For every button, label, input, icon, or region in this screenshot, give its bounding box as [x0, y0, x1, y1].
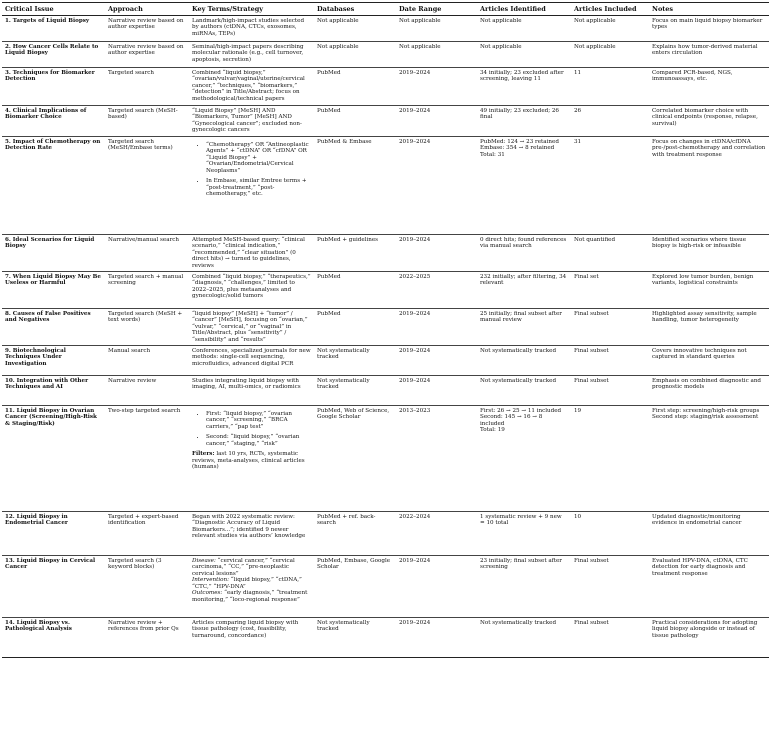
- databases-cell: PubMed + guidelines: [314, 235, 396, 272]
- notes-cell: Covers innovative techniques not captured in standard queries: [649, 346, 769, 376]
- date-range-cell: 2019–2024: [396, 68, 477, 106]
- articles-identified-cell: 1 systematic review + 9 new = 10 total: [477, 512, 571, 556]
- databases-cell: Not applicable: [314, 42, 396, 68]
- list-item: • In Embase, similar Emtree terms + “post-treatment,” “post-chemotherapy,” etc.: [206, 178, 311, 198]
- identified-line: Total: 19: [480, 427, 505, 433]
- articles-included-cell: Final subset: [571, 618, 649, 658]
- articles-identified-cell: [477, 137, 571, 235]
- articles-included-cell: Final subset: [571, 346, 649, 376]
- articles-included-cell: Final set: [571, 272, 649, 309]
- key-terms-cell: [189, 556, 314, 618]
- approach-cell: Narrative/manual search: [105, 235, 189, 272]
- date-range-cell: 2019–2024: [396, 618, 477, 658]
- date-range-cell: 2019–2024: [396, 376, 477, 406]
- table-row: [2, 376, 769, 406]
- critical-issue-cell: 8. Causes of False Positives and Negatives: [2, 309, 105, 346]
- databases-cell: PubMed: [314, 106, 396, 137]
- notes-cell: Explored low tumor burden, benign variants, logistical constraints: [649, 272, 769, 309]
- approach-cell: Narrative review based on author expertise: [105, 42, 189, 68]
- filters-label: Filters:: [192, 451, 215, 457]
- header-date-range: Date Range: [396, 3, 477, 16]
- articles-identified-cell: Not systematically tracked: [477, 618, 571, 658]
- articles-included-cell: Final subset: [571, 376, 649, 406]
- articles-identified-cell: Not applicable: [477, 16, 571, 42]
- key-terms-cell: [189, 406, 314, 512]
- list-item: • First: “liquid biopsy,” “ovarian cancer,” “screening,” “BRCA carriers,” “pap test”: [206, 411, 311, 431]
- identified-line: PubMed: 124 → 23 retained: [480, 138, 559, 145]
- approach-cell: Targeted + expert-based identification: [105, 512, 189, 556]
- critical-issue-cell: 1. Targets of Liquid Biopsy: [2, 16, 105, 42]
- date-range-cell: Not applicable: [396, 16, 477, 42]
- databases-cell: PubMed: [314, 272, 396, 309]
- list-item: • “Chemotherapy” OR “Antineoplastic Agents” + “ctDNA” OR “cfDNA” OR “Liquid Biopsy” + “Ovarian/Endometrial/Cervical Neoplasms”: [206, 142, 311, 175]
- table-row: [2, 512, 769, 556]
- search-terms-list: [192, 411, 311, 448]
- keyword-block-text: “liquid biopsy,” “ctDNA,” “CTC,” “HPV-DNA”: [192, 577, 302, 590]
- date-range-cell: 2022–2025: [396, 272, 477, 309]
- approach-cell: Targeted search: [105, 68, 189, 106]
- notes-cell: Emphasis on combined diagnostic and prognostic models: [649, 376, 769, 406]
- date-range-cell: 2019–2024: [396, 137, 477, 235]
- key-terms-cell: Seminal/high-impact papers describing molecular rationale (e.g., cell turnover, apoptosis, secretion): [189, 42, 314, 68]
- table-row: [2, 556, 769, 618]
- key-terms-cell: Studies integrating liquid biopsy with imaging, AI, multi-omics, or radiomics: [189, 376, 314, 406]
- articles-identified-cell: 232 initially; after filtering, 34 relevant: [477, 272, 571, 309]
- filters-text: last 10 yrs, RCTs, systematic reviews, meta-analyses, clinical articles (humans): [192, 451, 305, 470]
- databases-cell: Not applicable: [314, 16, 396, 42]
- databases-cell: PubMed, Embase, Google Scholar: [314, 556, 396, 618]
- key-terms-cell: Articles comparing liquid biopsy with tissue pathology (cost, feasibility, turnaround, concordance): [189, 618, 314, 658]
- critical-issue-cell: 6. Ideal Scenarios for Liquid Biopsy: [2, 235, 105, 272]
- header-notes: Notes: [649, 3, 769, 16]
- table-row: [2, 42, 769, 68]
- key-terms-cell: Combined “liquid biopsy,” “therapeutics,” “diagnosis,” “challenges,” limited to 2022–2025, plus metaanalyses and gynecologic/solid tumors: [189, 272, 314, 309]
- keyword-block: [192, 577, 311, 590]
- identified-line: Second: 145 → 16 → 8 included: [480, 414, 543, 427]
- approach-cell: Targeted search (MeSH/Embase terms): [105, 137, 189, 235]
- table-row: [2, 406, 769, 512]
- notes-line: First step: screening/high-risk groups: [652, 407, 760, 414]
- keyword-block-label: Outcomes:: [192, 590, 223, 596]
- identified-line: Embase: 354 → 8 retained: [480, 145, 555, 151]
- date-range-cell: 2019–2024: [396, 556, 477, 618]
- approach-cell: Targeted search (MeSH + text words): [105, 309, 189, 346]
- critical-issue-cell: 9. Biotechnological Techniques Under Investigation: [2, 346, 105, 376]
- articles-included-cell: Not applicable: [571, 42, 649, 68]
- notes-cell: Focus on main liquid biopsy biomarker types: [649, 16, 769, 42]
- identified-line: Total: 31: [480, 151, 505, 158]
- approach-cell: Targeted search (3 keyword blocks): [105, 556, 189, 618]
- critical-issue-cell: 10. Integration with Other Techniques and AI: [2, 376, 105, 406]
- critical-issue-cell: 11. Liquid Biopsy in Ovarian Cancer (Screening/High-Risk & Staging/Risk): [2, 406, 105, 512]
- table-row: [2, 137, 769, 235]
- header-critical-issue: Critical Issue: [2, 3, 105, 16]
- table-row: [2, 106, 769, 137]
- articles-included-cell: Not quantified: [571, 235, 649, 272]
- articles-included-cell: Final subset: [571, 309, 649, 346]
- articles-included-cell: 19: [571, 406, 649, 512]
- notes-cell: Explains how tumor-derived material enters circulation: [649, 42, 769, 68]
- notes-cell: Correlated biomarker choice with clinical endpoints (response, relapse, survival): [649, 106, 769, 137]
- date-range-cell: 2022–2024: [396, 512, 477, 556]
- articles-included-cell: 31: [571, 137, 649, 235]
- key-terms-cell: Attempted MeSH-based query: “clinical scenario,” “clinical indication,” “recommended,” “clear situation” (0 direct hits) → turned to guidelines, reviews: [189, 235, 314, 272]
- articles-identified-cell: 49 initially; 23 excluded; 26 final: [477, 106, 571, 137]
- approach-cell: Narrative review + references from prior Qs: [105, 618, 189, 658]
- key-terms-cell: “liquid biopsy” [MeSH] + “tumor” / “cancer” [MeSH], focusing on “ovarian,” “vulvar,” “cervical,” or “vaginal” in Title/Abstract, plus “sensitivity” / “sensibility” and “results”: [189, 309, 314, 346]
- date-range-cell: 2019–2024: [396, 309, 477, 346]
- critical-issue-cell: 7. When Liquid Biopsy May Be Useless or Harmful: [2, 272, 105, 309]
- databases-cell: Not systematically tracked: [314, 376, 396, 406]
- articles-identified-cell: 34 initially; 23 excluded after screening, leaving 11: [477, 68, 571, 106]
- keyword-block-text: “early diagnosis,” “treatment monitoring,” “loco-regional response”: [192, 590, 308, 603]
- articles-identified-cell: Not applicable: [477, 42, 571, 68]
- key-terms-cell: Began with 2022 systematic review: “Diagnostic Accuracy of Liquid Biomarkers...”; identified 9 newer relevant studies via authors’ knowledge: [189, 512, 314, 556]
- databases-cell: PubMed + ref. back-search: [314, 512, 396, 556]
- notes-cell: Compared PCR-based, NGS, immunoassays, etc.: [649, 68, 769, 106]
- table-row: [2, 618, 769, 658]
- databases-cell: PubMed, Web of Science, Google Scholar: [314, 406, 396, 512]
- keyword-block: [192, 590, 311, 603]
- notes-cell: Updated diagnostic/monitoring evidence in endometrial cancer: [649, 512, 769, 556]
- databases-cell: PubMed: [314, 309, 396, 346]
- articles-included-cell: 10: [571, 512, 649, 556]
- table-row: [2, 272, 769, 309]
- key-terms-cell: Conferences, specialized journals for new methods: single-cell sequencing, microfluidics, advanced digital PCR: [189, 346, 314, 376]
- critical-issue-cell: 14. Liquid Biopsy vs. Pathological Analysis: [2, 618, 105, 658]
- table-header-row: [2, 3, 769, 16]
- databases-cell: Not systematically tracked: [314, 618, 396, 658]
- table-row: [2, 346, 769, 376]
- keyword-block-text: “cervical cancer,” “cervical carcinoma,” “CC,” “pre-neoplastic cervical lesions”: [192, 557, 295, 577]
- approach-cell: Narrative review: [105, 376, 189, 406]
- articles-identified-cell: Not systematically tracked: [477, 376, 571, 406]
- filters-note: [192, 451, 311, 471]
- critical-issue-cell: 4. Clinical Implications of Biomarker Choice: [2, 106, 105, 137]
- notes-cell: Practical considerations for adopting liquid biopsy alongside or instead of tissue pathology: [649, 618, 769, 658]
- articles-identified-cell: 23 initially; final subset after screening: [477, 556, 571, 618]
- approach-cell: Targeted search (MeSH-based): [105, 106, 189, 137]
- table-row: [2, 235, 769, 272]
- identified-line: First: 26 → 25 → 11 included: [480, 407, 562, 414]
- databases-cell: PubMed & Embase: [314, 137, 396, 235]
- approach-cell: Manual search: [105, 346, 189, 376]
- critical-issue-cell: 12. Liquid Biopsy in Endometrial Cancer: [2, 512, 105, 556]
- header-databases: Databases: [314, 3, 396, 16]
- notes-cell: Identified scenarios where tissue biopsy is high-risk or infeasible: [649, 235, 769, 272]
- table-row: [2, 68, 769, 106]
- articles-included-cell: 26: [571, 106, 649, 137]
- keyword-block: [192, 558, 311, 578]
- table-row: [2, 309, 769, 346]
- date-range-cell: 2019–2024: [396, 235, 477, 272]
- articles-identified-cell: 0 direct hits; found references via manual search: [477, 235, 571, 272]
- notes-line: Second step: staging/risk assessment: [652, 414, 759, 420]
- articles-identified-cell: 25 initially; final subset after manual review: [477, 309, 571, 346]
- date-range-cell: 2013–2023: [396, 406, 477, 512]
- header-key-terms: Key Terms/Strategy: [189, 3, 314, 16]
- approach-cell: Narrative review based on author expertise: [105, 16, 189, 42]
- date-range-cell: 2019–2024: [396, 106, 477, 137]
- notes-cell: Focus on changes in ctDNA/cfDNA pre-/post-chemotherapy and correlation with treatment response: [649, 137, 769, 235]
- articles-included-cell: 11: [571, 68, 649, 106]
- table-row: [2, 16, 769, 42]
- search-terms-list: [192, 142, 311, 198]
- databases-cell: PubMed: [314, 68, 396, 106]
- databases-cell: Not systematically tracked: [314, 346, 396, 376]
- methodology-table: [2, 2, 769, 658]
- keyword-block-label: Intervention:: [192, 577, 230, 583]
- critical-issue-cell: 2. How Cancer Cells Relate to Liquid Biopsy: [2, 42, 105, 68]
- key-terms-cell: Landmark/high-impact studies selected by authors (ctDNA, CTCs, exosomes, miRNAs, TEPs): [189, 16, 314, 42]
- key-terms-cell: [189, 137, 314, 235]
- keyword-block-label: Disease:: [192, 557, 216, 564]
- critical-issue-cell: 3. Techniques for Biomarker Detection: [2, 68, 105, 106]
- articles-included-cell: Not applicable: [571, 16, 649, 42]
- key-terms-cell: “Liquid Biopsy” [MeSH] AND “Biomarkers, Tumor” [MeSH] AND “Gynecological cancer”; excluded non-gynecologic cancers: [189, 106, 314, 137]
- approach-cell: Two-step targeted search: [105, 406, 189, 512]
- header-articles-identified: Articles Identified: [477, 3, 571, 16]
- notes-cell: Evaluated HPV-DNA, ctDNA, CTC detection for early diagnosis and treatment response: [649, 556, 769, 618]
- header-approach: Approach: [105, 3, 189, 16]
- critical-issue-cell: 13. Liquid Biopsy in Cervical Cancer: [2, 556, 105, 618]
- articles-identified-cell: [477, 406, 571, 512]
- critical-issue-cell: 5. Impact of Chemotherapy on Detection Rate: [2, 137, 105, 235]
- articles-included-cell: Final subset: [571, 556, 649, 618]
- key-terms-cell: Combined “liquid biopsy,” “ovarian/vulvar/vaginal/uterine/cervical cancer,” “techniques,” “biomarkers,” “detection” in Title/Abstract; focus on methodological/technical papers: [189, 68, 314, 106]
- approach-cell: Targeted search + manual screening: [105, 272, 189, 309]
- articles-identified-cell: Not systematically tracked: [477, 346, 571, 376]
- header-articles-included: Articles Included: [571, 3, 649, 16]
- notes-cell: Highlighted assay sensitivity, sample handling, tumor heterogeneity: [649, 309, 769, 346]
- list-item: • Second: “liquid biopsy,” “ovarian cancer,” “staging,” “risk”: [206, 434, 311, 447]
- notes-cell: [649, 406, 769, 512]
- date-range-cell: Not applicable: [396, 42, 477, 68]
- date-range-cell: 2019–2024: [396, 346, 477, 376]
